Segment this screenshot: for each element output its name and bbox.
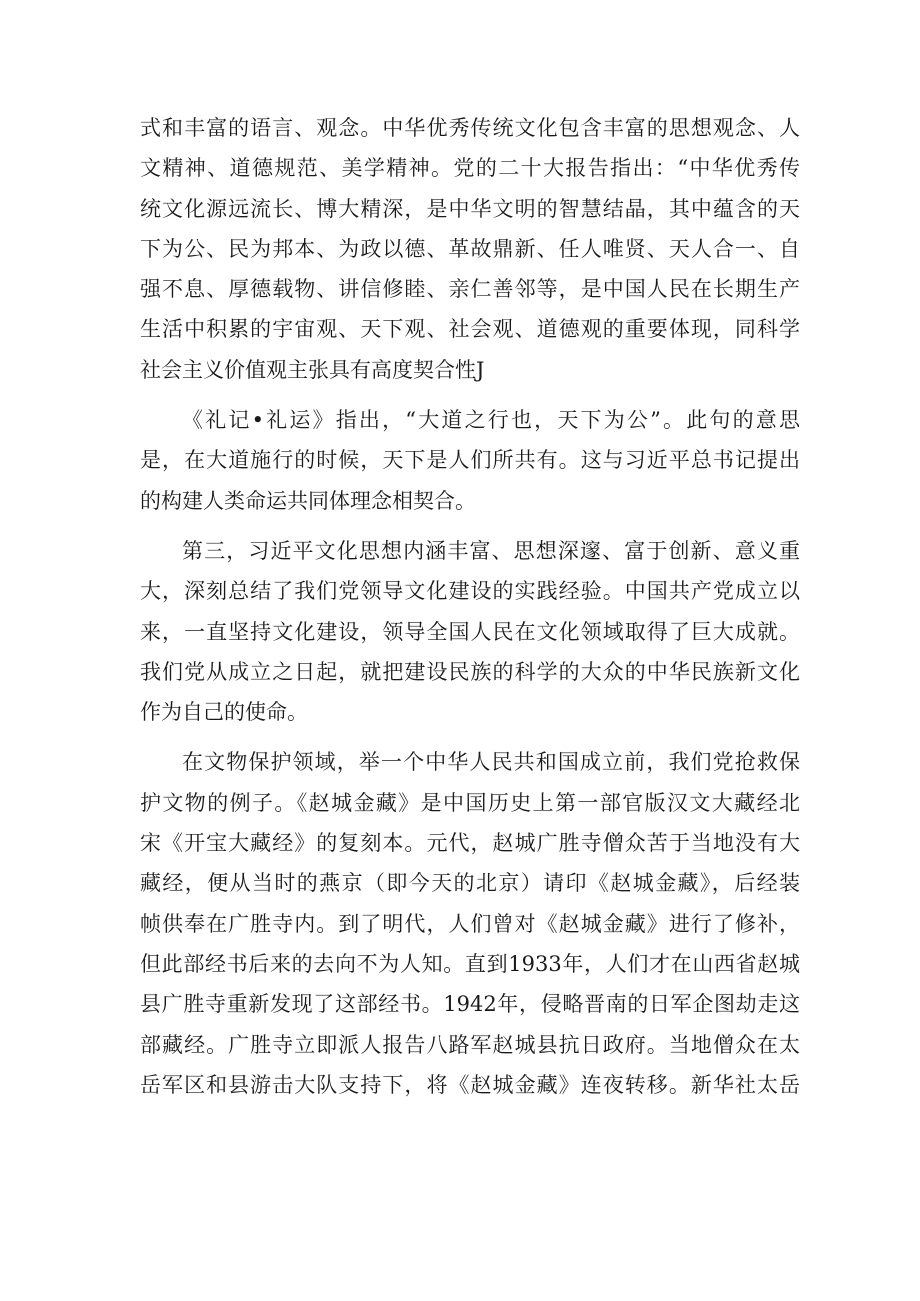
text-line: 在文物保护领域，举一个中华人民共和国成立前，我们党抢救保 — [182, 750, 800, 775]
text-line: 但此部经书后来的去向不为人知。直到1933年，人们才在山西省赵城 — [140, 951, 800, 976]
text-line: 社会主义价值观主张具有高度契合性J — [140, 357, 485, 382]
paragraph — [140, 742, 800, 1105]
text-line: 来，一直坚持文化建设，领导全国人民在文化领域取得了巨大成就。 — [140, 619, 800, 644]
text-line: 生活中积累的宇宙观、天下观、社会观、道德观的重要体现，同科学 — [140, 317, 800, 342]
text-line: 下为公、民为邦本、为政以德、革故鼎新、任人唯贤、天人合一、自 — [140, 236, 800, 261]
text-line: 宋《开宝大藏经》的复刻本。元代，赵城广胜寺僧众苦于当地没有大 — [140, 831, 800, 856]
text-line: 部藏经。广胜寺立即派人报告八路军赵城县抗日政府。当地僧众在太 — [140, 1032, 800, 1057]
text-line: 的构建人类命运共同体理念相契合。 — [140, 488, 476, 513]
paragraph-spacing — [140, 732, 800, 742]
text-line: 藏经，便从当时的燕京（即今天的北京）请印《赵城金藏》，后经装 — [140, 871, 800, 896]
text-line: 大，深刻总结了我们党领导文化建设的实践经验。中国共产党成立以 — [140, 579, 800, 604]
text-line: 县广胜寺重新发现了这部经书。1942年，侵略晋南的日军企图劫走这 — [140, 992, 800, 1017]
text-line: 帧供奉在广胜寺内。到了明代，人们曾对《赵城金藏》进行了修补， — [140, 911, 800, 936]
text-line: 强不息、厚德载物、讲信修睦、亲仁善邻等，是中国人民在长期生产 — [140, 277, 800, 302]
paragraph-spacing — [140, 390, 800, 400]
text-line: 岳军区和县游击大队支持下，将《赵城金藏》连夜转移。新华社太岳 — [140, 1072, 800, 1097]
paragraph — [140, 400, 800, 521]
paragraph — [140, 108, 800, 390]
text-line: 第三，习近平文化思想内涵丰富、思想深邃、富于创新、意义重 — [182, 538, 800, 563]
paragraph-spacing — [140, 521, 800, 531]
text-line: 《礼记•礼运》指出，“大道之行也，天下为公”。此句的意思 — [182, 408, 800, 433]
document-body — [140, 108, 800, 1105]
text-line: 护文物的例子。《赵城金藏》是中国历史上第一部官版汉文大藏经北 — [140, 790, 800, 815]
text-line: 统文化源远流长、博大精深，是中华文明的智慧结晶，其中蕴含的天 — [140, 196, 800, 221]
text-line: 我们党从成立之日起，就把建设民族的科学的大众的中华民族新文化 — [140, 659, 800, 684]
text-line: 式和丰富的语言、观念。中华优秀传统文化包含丰富的思想观念、人 — [140, 116, 800, 140]
text-line: 作为自己的使命。 — [140, 700, 308, 725]
text-line: 文精神、道德规范、美学精神。党的二十大报告指出：“中华优秀传 — [140, 156, 800, 181]
paragraph — [140, 531, 800, 732]
text-line: 是，在大道施行的时候，天下是人们所共有。这与习近平总书记提出 — [140, 448, 800, 473]
